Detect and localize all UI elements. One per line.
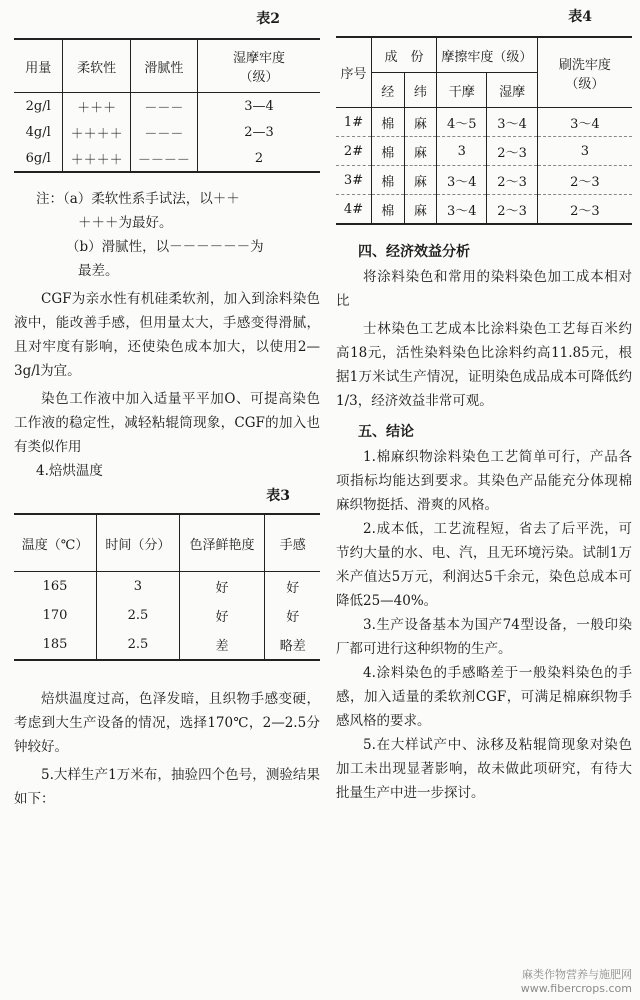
conclusion-2: 2.成本低，工艺流程短，省去了后平洗，可节约大量的水、电、汽，且无环境污染。试制1万米产值达5万元，利润达5千余元，染色总成本可降低25—40%。 — [336, 521, 632, 609]
table4-header-no: 序号 — [336, 37, 372, 108]
watermark-line1: 麻类作物营养与施肥网 — [522, 968, 632, 981]
table4-header-wet: 湿摩 — [487, 73, 537, 108]
heading-baking-temp: 4.焙烘温度 — [36, 463, 103, 479]
table-cell: 3～4 — [437, 166, 487, 195]
paragraph-baking-result: 焙烘温度过高，色泽发暗，且织物手感变硬，考虑到大生产设备的情况，选择170℃，2—2.5分钟较好。 — [14, 691, 320, 755]
table-cell: 2.5 — [97, 630, 180, 660]
table-cell: 2 — [198, 145, 320, 172]
table-row — [336, 137, 632, 166]
table-cell: 好 — [179, 601, 265, 630]
table-cell: 2g/l — [25, 98, 51, 114]
table-cell: 2～3 — [487, 195, 537, 225]
table-cell: 2～3 — [487, 137, 537, 166]
table-row — [14, 145, 320, 172]
left-column — [14, 0, 320, 811]
table-cell: ＋＋＋ — [63, 93, 130, 120]
table-cell: 好 — [265, 572, 320, 602]
table-cell: 麻 — [404, 137, 437, 166]
paragraph-cost-compare: 将涂料染色和常用的染料染色加工成本相对比 — [336, 269, 632, 309]
table-row — [336, 166, 632, 195]
table-cell: 4g/l — [25, 124, 51, 140]
table-cell: 3 — [537, 137, 632, 166]
table2-header-row — [14, 39, 320, 93]
section5-heading: 五、结论 — [358, 424, 414, 440]
table-cell: 3—4 — [198, 93, 320, 120]
table-cell: 2～3 — [537, 195, 632, 225]
table-cell: 麻 — [404, 195, 437, 225]
table-cell: 3# — [336, 166, 372, 195]
table-cell: 185 — [42, 637, 68, 652]
table2-header: 滑腻性 — [130, 39, 197, 93]
table-cell: 棉 — [372, 166, 405, 195]
conclusion-3: 3.生产设备基本为国产74型设备，一般印染厂都可进行这种织物的生产。 — [336, 617, 632, 657]
site-watermark — [521, 968, 632, 996]
table-cell: 略差 — [265, 630, 320, 660]
table-cell: 差 — [179, 630, 265, 660]
table3-header: 温度（℃） — [14, 514, 97, 572]
table-row — [14, 601, 320, 630]
table3-header: 手感 — [265, 514, 320, 572]
table-cell: 棉 — [372, 108, 405, 137]
table-row — [14, 630, 320, 660]
table4-caption: 表4 — [568, 9, 592, 25]
table3-header: 时间（分） — [97, 514, 180, 572]
table-cell: 1# — [343, 114, 364, 130]
table2-header: 用量 — [14, 39, 63, 93]
paragraph-cost-detail: 士林染色工艺成本比涂料染色工艺每百米约高18元，活性染料染色比涂料约高11.85元，根据1万米试生产情况，证明染色成品成本可降低约1/3，经济效益非常可观。 — [336, 321, 632, 409]
note-b-line2: 最差。 — [78, 263, 119, 279]
table-cell: 麻 — [404, 166, 437, 195]
right-column — [336, 0, 632, 805]
table-row — [14, 119, 320, 145]
table3-caption: 表3 — [266, 488, 290, 504]
note-a-line2: ＋＋＋为最好。 — [78, 215, 173, 231]
table-cell: 4# — [336, 195, 372, 225]
table-cell: ＋＋＋＋ — [63, 145, 130, 172]
table-cell: －－－ — [130, 93, 197, 120]
conclusion-1: 1.棉麻织物涂料染色工艺简单可行，产品各项指标均能达到要求。其染色产品能充分体现棉麻织物挺括、滑爽的风格。 — [336, 449, 632, 513]
table2-header: 柔软性 — [63, 39, 130, 93]
table-row — [14, 93, 320, 120]
table3-header-row — [14, 514, 320, 572]
note-a-line1: 注：（a）柔软性系手试法，以＋＋ — [36, 191, 240, 207]
table3 — [14, 513, 320, 661]
table-row — [14, 572, 320, 602]
table-cell: 2～3 — [537, 166, 632, 195]
table-cell: 165 — [42, 579, 68, 594]
table-cell: 好 — [179, 572, 265, 602]
table-cell: 3～4 — [487, 108, 537, 137]
table-cell: 棉 — [372, 137, 405, 166]
table-cell: 3～4 — [437, 195, 487, 225]
table3-header: 色泽鲜艳度 — [179, 514, 265, 572]
table4-header-rub: 摩擦牢度（级） — [437, 37, 538, 73]
paragraph-peregal: 染色工作液中加入适量平平加O、可提高染色工作液的稳定性，减轻粘辊筒现象，CGF的加入也有类似作用 — [14, 391, 320, 455]
section4-heading: 四、经济效益分析 — [358, 244, 470, 260]
table-cell: 2# — [336, 137, 372, 166]
table-cell: 3 — [437, 137, 487, 166]
table-cell: －－－－ — [130, 145, 197, 172]
paragraph-cgf: CGF为亲水性有机硅柔软剂，加入到涂料染色液中，能改善手感，但用量太大，手感变得滑腻，且对牢度有影响，还使染色成本加大，以使用2—3g/l为宜。 — [14, 291, 320, 379]
watermark-line2: www.fibercrops.com — [520, 982, 632, 995]
table-cell: 棉 — [372, 195, 405, 225]
paragraph-large-sample: 5.大样生产1万米布，抽验四个色号，测验结果如下： — [14, 767, 320, 807]
table4-header-row — [336, 37, 632, 73]
table4-header-wash: 刷洗牢度 （级） — [537, 37, 632, 108]
table-cell: 好 — [265, 601, 320, 630]
table-cell: 2～3 — [487, 166, 537, 195]
table4 — [336, 36, 632, 225]
table2-caption: 表2 — [256, 11, 280, 27]
table4-header-composition: 成 份 — [372, 37, 437, 73]
conclusion-5: 5.在大样试产中、泳移及粘辊筒现象对染色加工未出现显著影响，故未做此项研究，有待大批量生产中进一步探讨。 — [336, 737, 632, 801]
table-cell: 170 — [42, 608, 68, 623]
table4-header-dry: 干摩 — [437, 73, 487, 108]
table-cell: ＋＋＋＋ — [63, 119, 130, 145]
table4-header-warp: 经 — [372, 73, 405, 108]
table2-header: 湿摩牢度 （级） — [198, 39, 320, 93]
table-cell: 2—3 — [198, 119, 320, 145]
table4-header-weft: 纬 — [404, 73, 437, 108]
table-cell: 6g/l — [25, 150, 51, 166]
table-cell: 2.5 — [97, 601, 180, 630]
conclusion-4: 4.涂料染色的手感略差于一般染料染色的手感，加入适量的柔软剂CGF，可满足棉麻织物手感风格的要求。 — [336, 665, 632, 729]
table2 — [14, 38, 320, 173]
table-cell: 3～4 — [537, 108, 632, 137]
table-row — [336, 108, 632, 137]
table-row — [336, 195, 632, 225]
table-cell: 3 — [97, 572, 180, 602]
note-b-line1: （b）滑腻性，以－－－－－－为 — [66, 239, 264, 255]
table-cell: 麻 — [404, 108, 437, 137]
table-cell: 4～5 — [437, 108, 487, 137]
table-cell: －－－ — [130, 119, 197, 145]
